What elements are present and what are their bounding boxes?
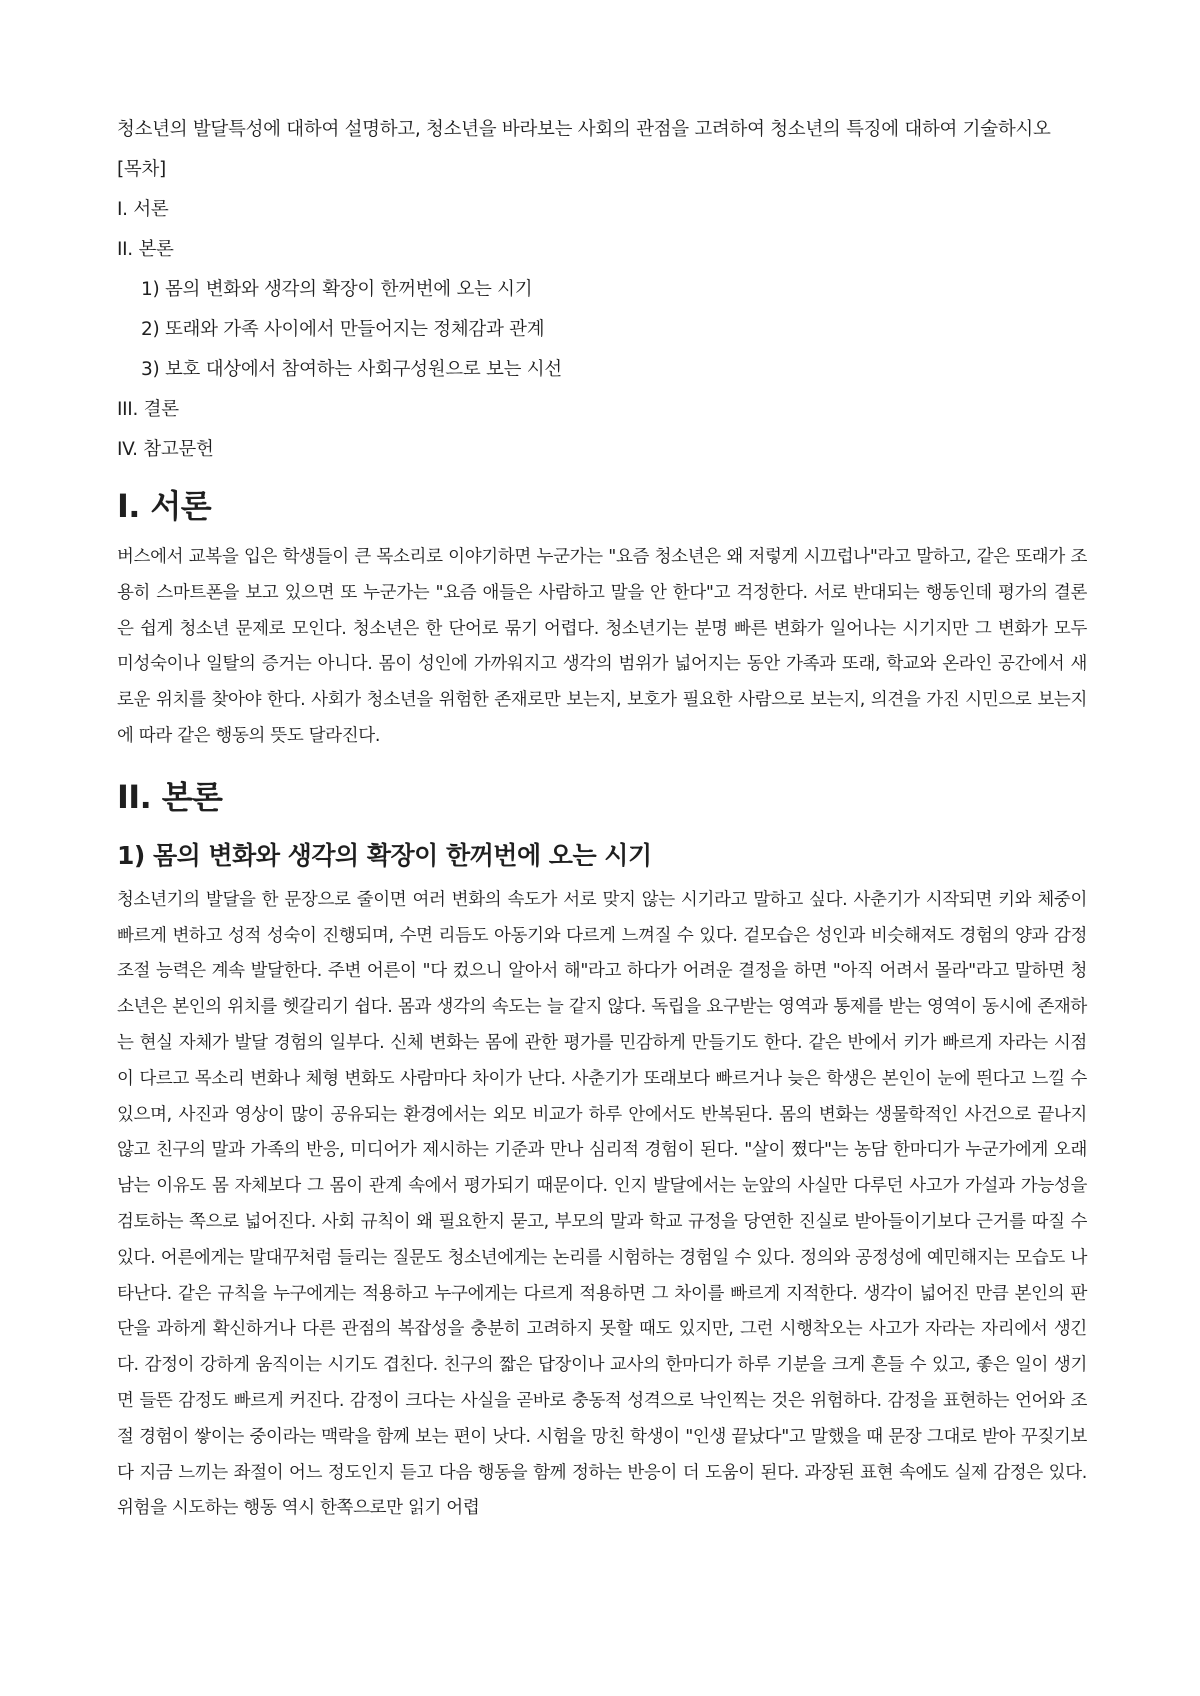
toc-item-conclusion: III. 결론 bbox=[117, 399, 179, 420]
toc-heading: [목차] bbox=[117, 159, 166, 180]
toc-item-body-2: 2) 또래와 가족 사이에서 만들어지는 정체감과 관계 bbox=[141, 319, 545, 340]
toc-item-references: IV. 참고문헌 bbox=[117, 439, 214, 460]
table-of-contents bbox=[117, 156, 1087, 464]
document-page bbox=[117, 116, 1087, 1527]
toc-item-body: II. 본론 bbox=[117, 239, 174, 260]
toc-item-body-3: 3) 보호 대상에서 참여하는 사회구성원으로 보는 시선 bbox=[141, 359, 562, 380]
intro-heading: I. 서론 bbox=[117, 487, 212, 525]
toc-item-intro: I. 서론 bbox=[117, 199, 169, 220]
body-subsection-1-heading: 1) 몸의 변화와 생각의 확장이 한꺼번에 오는 시기 bbox=[117, 840, 652, 870]
toc-item-body-1: 1) 몸의 변화와 생각의 확장이 한꺼번에 오는 시기 bbox=[141, 279, 533, 300]
assignment-prompt: 청소년의 발달특성에 대하여 설명하고, 청소년을 바라보는 사회의 관점을 고려하여 청소년의 특징에 대하여 기술하시오 bbox=[117, 119, 1051, 140]
intro-paragraph: 버스에서 교복을 입은 학생들이 큰 목소리로 이야기하면 누군가는 "요즘 청소년은 왜 저렇게 시끄럽나"라고 말하고, 같은 또래가 조용히 스마트폰을 보고 있으면 또 누군가는 "요즘 애들은 사람하고 말을 안 한다"고 걱정한다. 서로 반대되는 행동인데 평가의 결론은 쉽게 청소년 문제로 모인다. 청소년은 한 단어로 묶기 어렵다. 청소년기는 분명 빠른 변화가 일어나는 시기지만 그 변화가 모두 미성숙이나 일탈의 증거는 아니다. 몸이 성인에 가까워지고 생각의 범위가 넓어지는 동안 가족과 또래, 학교와 온라인 공간에서 새로운 위치를 찾아야 한다. 사회가 청소년을 위험한 존재로만 보는지, 보호가 필요한 사람으로 보는지, 의견을 가진 시민으로 보는지에 따라 같은 행동의 뜻도 달라진다. bbox=[117, 547, 1087, 746]
body-heading: II. 본론 bbox=[117, 777, 223, 816]
body-subsection-1-paragraph: 청소년기의 발달을 한 문장으로 줄이면 여러 변화의 속도가 서로 맞지 않는 시기라고 말하고 싶다. 사춘기가 시작되면 키와 체중이 빠르게 변하고 성적 성숙이 진행되며, 수면 리듬도 아동기와 다르게 느껴질 수 있다. 겉모습은 성인과 비슷해져도 경험의 양과 감정 조절 능력은 계속 발달한다. 주변 어른이 "다 컸으니 알아서 해"라고 하다가 어려운 결정을 하면 "아직 어려서 몰라"라고 말하면 청소년은 본인의 위치를 헷갈리기 쉽다. 몸과 생각의 속도는 늘 같지 않다. 독립을 요구받는 영역과 통제를 받는 영역이 동시에 존재하는 현실 자체가 발달 경험의 일부다. 신체 변화는 몸에 관한 평가를 민감하게 만들기도 한다. 같은 반에서 키가 빠르게 자라는 시점이 다르고 목소리 변화나 체형 변화도 사람마다 차이가 난다. 사춘기가 또래보다 빠르거나 늦은 학생은 본인이 눈에 띈다고 느낄 수 있으며, 사진과 영상이 많이 공유되는 환경에서는 외모 비교가 하루 안에서도 반복된다. 몸의 변화는 생물학적인 사건으로 끝나지 않고 친구의 말과 가족의 반응, 미디어가 제시하는 기준과 만나 심리적 경험이 된다. "살이 쪘다"는 농담 한마디가 누군가에게 오래 남는 이유도 몸 자체보다 그 몸이 관계 속에서 평가되기 때문이다. 인지 발달에서는 눈앞의 사실만 다루던 사고가 가설과 가능성을 검토하는 쪽으로 넓어진다. 사회 규칙이 왜 필요한지 묻고, 부모의 말과 학교 규정을 당연한 진실로 받아들이기보다 근거를 따질 수 있다. 어른에게는 말대꾸처럼 들리는 질문도 청소년에게는 논리를 시험하는 경험일 수 있다. 정의와 공정성에 예민해지는 모습도 나타난다. 같은 규칙을 누구에게는 적용하고 누구에게는 다르게 적용하면 그 차이를 빠르게 지적한다. 생각이 넓어진 만큼 본인의 판단을 과하게 확신하거나 다른 관점의 복잡성을 충분히 고려하지 못할 때도 있지만, 그런 시행착오는 사고가 자라는 자리에서 생긴다. 감정이 강하게 움직이는 시기도 겹친다. 친구의 짧은 답장이나 교사의 한마디가 하루 기분을 크게 흔들 수 있고, 좋은 일이 생기면 들뜬 감정도 빠르게 커진다. 감정이 크다는 사실을 곧바로 충동적 성격으로 낙인찍는 것은 위험하다. 감정을 표현하는 언어와 조절 경험이 쌓이는 중이라는 맥락을 함께 보는 편이 낫다. 시험을 망친 학생이 "인생 끝났다"고 말했을 때 문장 그대로 받아 꾸짖기보다 지금 느끼는 좌절이 어느 정도인지 듣고 다음 행동을 함께 정하는 반응이 더 도움이 된다. 과장된 표현 속에도 실제 감정은 있다. 위험을 시도하는 행동 역시 한쪽으로만 읽기 어렵 bbox=[117, 889, 1087, 1519]
